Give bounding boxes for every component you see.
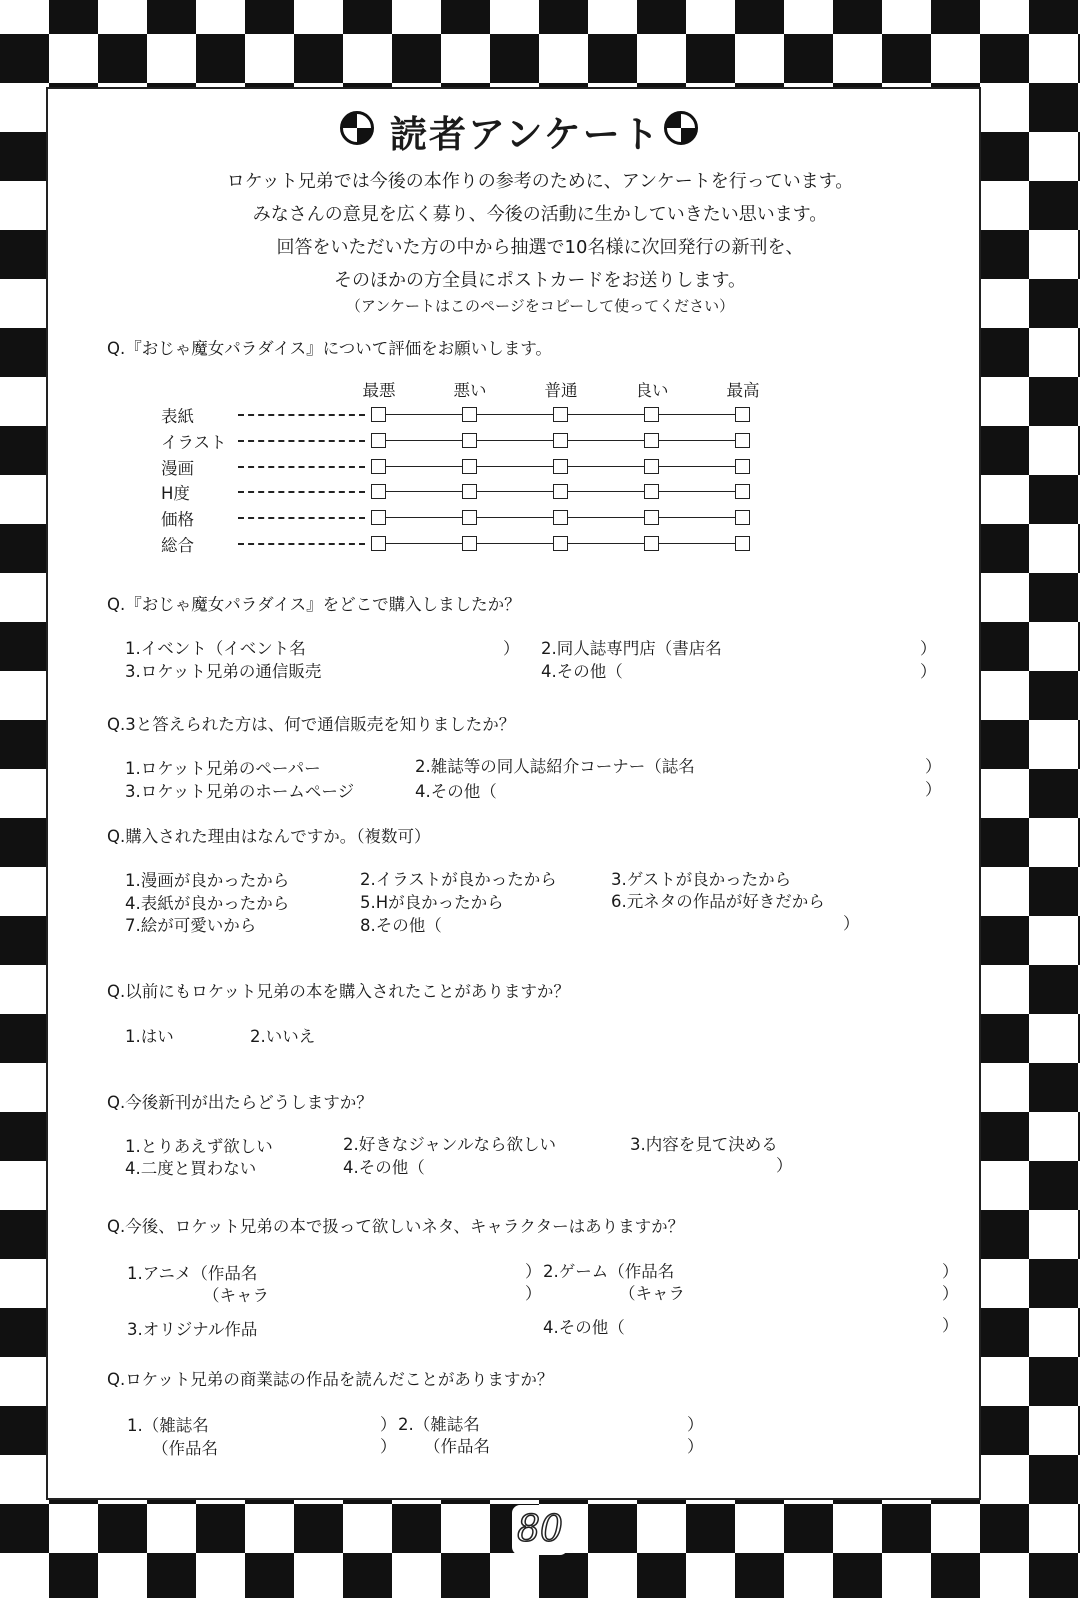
rating-checkbox[interactable] <box>462 459 477 474</box>
rating-row-label: 総合 <box>161 536 194 555</box>
rating-checkbox[interactable] <box>735 510 750 525</box>
rating-checkbox[interactable] <box>553 459 568 474</box>
q4-option-3[interactable]: 3.ゲストが良かったから <box>611 870 792 889</box>
rating-checkbox[interactable] <box>644 484 659 499</box>
question-2: Q.『おじゃ魔女パラダイス』をどこで購入しましたか？ <box>107 595 521 614</box>
q4-option-8[interactable]: 8.その他（ <box>360 916 442 935</box>
question-7: Q.今後、ロケット兄弟の本で扱って欲しいネタ、キャラクターはありますか？ <box>107 1217 685 1236</box>
page-number: 80 <box>512 1505 568 1555</box>
rating-row-label: イラスト <box>161 433 227 452</box>
rating-checkbox[interactable] <box>553 407 568 422</box>
q7-option-1-chara-close: ） <box>525 1284 542 1303</box>
rating-checkbox[interactable] <box>371 407 386 422</box>
q8-option-2-work-close: ） <box>687 1437 704 1456</box>
q7-option-3[interactable]: 3.オリジナル作品 <box>127 1320 258 1339</box>
rating-connector <box>659 491 735 492</box>
q2-option-2[interactable]: 2.同人誌専門店（書店名 <box>541 639 722 658</box>
rating-connector <box>659 466 735 467</box>
q3-option-4-close: ） <box>925 780 942 799</box>
q8-option-1[interactable]: 1.（雑誌名 <box>127 1416 209 1435</box>
rating-connector <box>386 440 462 441</box>
crosshair-icon-left <box>340 111 374 145</box>
rating-checkbox[interactable] <box>371 536 386 551</box>
q2-option-2-close: ） <box>920 639 937 658</box>
rating-connector <box>477 414 553 415</box>
question-3: Q.3と答えられた方は、何で通信販売を知りましたか？ <box>107 715 516 734</box>
rating-connector <box>386 543 462 544</box>
rating-checkbox[interactable] <box>371 484 386 499</box>
rating-connector <box>477 440 553 441</box>
rating-connector <box>386 414 462 415</box>
q4-option-4[interactable]: 4.表紙が良かったから <box>125 894 290 913</box>
q4-option-6[interactable]: 6.元ネタの作品が好きだから <box>611 892 825 911</box>
rating-row-label: 漫画 <box>161 459 194 478</box>
intro-line-3: 回答をいただいた方の中から抽選で10名様に次回発行の新刊を、 <box>276 237 804 258</box>
rating-connector <box>477 543 553 544</box>
rating-checkbox[interactable] <box>553 536 568 551</box>
rating-connector <box>477 466 553 467</box>
rating-connector <box>659 543 735 544</box>
rating-row-label: 価格 <box>161 510 194 529</box>
q2-option-4[interactable]: 4.その他（ <box>541 662 623 681</box>
q6-option-4[interactable]: 4.二度と買わない <box>125 1159 257 1178</box>
page-title: 読者アンケート <box>390 112 661 156</box>
rating-connector <box>659 440 735 441</box>
q7-option-4-close: ） <box>942 1316 959 1335</box>
q5-option-1[interactable]: 1.はい <box>125 1027 174 1046</box>
rating-row-label: H度 <box>161 484 190 503</box>
q6-option-2[interactable]: 2.好きなジャンルなら欲しい <box>343 1135 557 1154</box>
q6-option-3[interactable]: 3.内容を見て決める <box>630 1135 778 1154</box>
rating-checkbox[interactable] <box>735 484 750 499</box>
rating-checkbox[interactable] <box>371 459 386 474</box>
intro-line-2: みなさんの意見を広く募り、今後の活動に生かしていきたい思います。 <box>252 204 828 225</box>
rating-row-leader <box>238 517 365 519</box>
rating-connector <box>477 517 553 518</box>
rating-checkbox[interactable] <box>462 484 477 499</box>
rating-row-leader <box>238 491 365 493</box>
rating-checkbox[interactable] <box>735 536 750 551</box>
intro-line-1: ロケット兄弟では今後の本作りの参考のために、アンケートを行っています。 <box>226 171 854 192</box>
intro-line-4: そのほかの方全員にポストカードをお送りします。 <box>333 270 747 291</box>
q7-option-2-chara[interactable]: （キャラ <box>619 1284 685 1303</box>
rating-connector <box>568 440 644 441</box>
q4-option-5[interactable]: 5.Hが良かったから <box>360 893 504 912</box>
q3-option-2[interactable]: 2.雑誌等の同人誌紹介コーナー（誌名 <box>415 757 695 776</box>
rating-checkbox[interactable] <box>553 433 568 448</box>
rating-connector <box>659 517 735 518</box>
q7-option-1-close: ） <box>525 1262 542 1281</box>
q2-option-1[interactable]: 1.イベント（イベント名 <box>125 639 306 658</box>
rating-row-leader <box>238 414 365 416</box>
q8-option-2[interactable]: 2.（雑誌名 <box>398 1415 480 1434</box>
rating-checkbox[interactable] <box>462 510 477 525</box>
rating-checkbox[interactable] <box>644 510 659 525</box>
q8-option-1-work-close: ） <box>380 1437 397 1456</box>
q2-option-4-close: ） <box>920 662 937 681</box>
rating-checkbox[interactable] <box>462 536 477 551</box>
rating-checkbox[interactable] <box>371 510 386 525</box>
question-6: Q.今後新刊が出たらどうしますか？ <box>107 1093 373 1112</box>
rating-connector <box>568 491 644 492</box>
scale-worst: 最悪 <box>362 381 396 400</box>
rating-connector <box>659 414 735 415</box>
rating-checkbox[interactable] <box>553 484 568 499</box>
rating-connector <box>386 491 462 492</box>
q7-option-4[interactable]: 4.その他（ <box>543 1318 625 1337</box>
rating-row-label: 表紙 <box>161 407 194 426</box>
q6-option-1[interactable]: 1.とりあえず欲しい <box>125 1137 273 1156</box>
rating-checkbox[interactable] <box>735 459 750 474</box>
q6-option-5[interactable]: 4.その他（ <box>343 1158 425 1177</box>
q2-option-3[interactable]: 3.ロケット兄弟の通信販売 <box>125 662 322 681</box>
q3-option-3[interactable]: 3.ロケット兄弟のホームページ <box>125 782 355 801</box>
q3-option-4[interactable]: 4.その他（ <box>415 782 497 801</box>
question-8: Q.ロケット兄弟の商業誌の作品を読んだことがありますか？ <box>107 1370 554 1389</box>
rating-checkbox[interactable] <box>553 510 568 525</box>
q4-option-2[interactable]: 2.イラストが良かったから <box>360 870 557 889</box>
rating-checkbox[interactable] <box>735 433 750 448</box>
rating-connector <box>477 491 553 492</box>
scale-normal: 普通 <box>544 381 578 400</box>
q2-option-1-close: ） <box>503 639 520 658</box>
scale-bad: 悪い <box>453 381 487 400</box>
q7-option-2-chara-close: ） <box>942 1284 959 1303</box>
rating-checkbox[interactable] <box>644 536 659 551</box>
q8-option-1-work[interactable]: （作品名 <box>152 1439 218 1458</box>
q5-option-2[interactable]: 2.いいえ <box>250 1027 316 1046</box>
rating-connector <box>568 517 644 518</box>
question-1: Q.『おじゃ魔女パラダイス』について評価をお願いします。 <box>107 339 552 358</box>
q3-option-2-close: ） <box>925 757 942 776</box>
rating-checkbox[interactable] <box>371 433 386 448</box>
rating-connector <box>568 543 644 544</box>
rating-checkbox[interactable] <box>644 459 659 474</box>
question-5: Q.以前にもロケット兄弟の本を購入されたことがありますか？ <box>107 982 570 1001</box>
intro-note: （アンケートはこのページをコピーして使ってください） <box>345 297 735 315</box>
q6-option-5-close: ） <box>776 1156 793 1175</box>
rating-connector <box>386 466 462 467</box>
rating-checkbox[interactable] <box>644 433 659 448</box>
q4-option-7[interactable]: 7.絵が可愛いから <box>125 916 257 935</box>
q4-option-1[interactable]: 1.漫画が良かったから <box>125 871 290 890</box>
crosshair-icon-right <box>664 111 698 145</box>
q3-option-1[interactable]: 1.ロケット兄弟のペーパー <box>125 759 321 778</box>
q7-option-2-close: ） <box>942 1262 959 1281</box>
rating-connector <box>568 466 644 467</box>
q7-option-2[interactable]: 2.ゲーム（作品名 <box>543 1262 675 1281</box>
scale-best: 最高 <box>726 381 760 400</box>
q8-option-2-close: ） <box>687 1415 704 1434</box>
rating-checkbox[interactable] <box>462 433 477 448</box>
rating-row-leader <box>238 543 365 545</box>
q8-option-2-work[interactable]: （作品名 <box>424 1437 490 1456</box>
rating-row-leader <box>238 466 365 468</box>
rating-row-leader <box>238 440 365 442</box>
rating-checkbox[interactable] <box>735 407 750 422</box>
question-4: Q.購入された理由はなんですか。（複数可） <box>107 827 431 846</box>
rating-checkbox[interactable] <box>462 407 477 422</box>
rating-connector <box>568 414 644 415</box>
q7-option-1[interactable]: 1.アニメ（作品名 <box>127 1264 258 1283</box>
rating-checkbox[interactable] <box>644 407 659 422</box>
q8-option-1-close: ） <box>380 1415 397 1434</box>
q7-option-1-chara[interactable]: （キャラ <box>203 1286 269 1305</box>
q4-option-8-close: ） <box>843 914 860 933</box>
scale-good: 良い <box>635 381 669 400</box>
rating-connector <box>386 517 462 518</box>
